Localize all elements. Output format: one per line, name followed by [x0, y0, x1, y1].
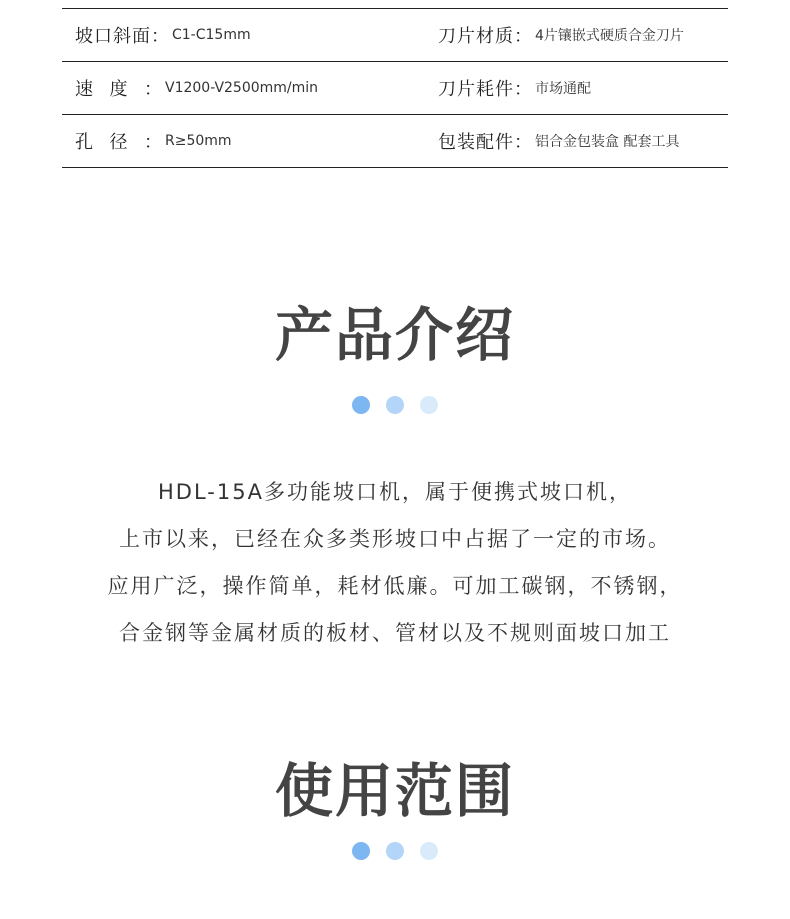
spec-value: C1-C15mm [172, 27, 251, 43]
spec-label: 包装配件： [438, 132, 533, 153]
spec-cell-bevel [75, 9, 251, 61]
dot-1 [352, 842, 370, 860]
spec-row [62, 9, 728, 62]
spec-label: 坡口斜面： [75, 26, 170, 47]
spec-table [62, 8, 728, 168]
spec-label: 孔径： [75, 132, 163, 153]
spec-value: 4片镶嵌式硬质合金刀片 [535, 28, 684, 44]
section-title-scope: 使用范围 [274, 757, 515, 825]
dot-indicator [0, 842, 790, 860]
dot-3 [420, 842, 438, 860]
spec-cell-speed [75, 62, 318, 114]
spec-label: 刀片耗件： [438, 79, 533, 100]
spec-value: 铝合金包装盒 配套工具 [535, 134, 680, 150]
spec-row [62, 115, 728, 168]
dot-1 [352, 396, 370, 414]
spec-value: 市场通配 [535, 81, 591, 97]
spec-cell-blade-consumable [438, 62, 591, 114]
intro-line: 应用广泛，操作简单，耗材低廉。可加工碳钢，不锈钢， [107, 574, 683, 598]
intro-text [0, 472, 790, 660]
spec-cell-blade-material [438, 9, 684, 61]
dot-2 [386, 396, 404, 414]
spec-label: 刀片材质： [438, 26, 533, 47]
dot-indicator [0, 396, 790, 414]
dot-2 [386, 842, 404, 860]
intro-line: 上市以来，已经在众多类形坡口中占据了一定的市场。 [119, 527, 671, 551]
spec-value: R≥50mm [165, 133, 232, 149]
spec-value: V1200-V2500mm/min [165, 80, 319, 96]
spec-row [62, 62, 728, 115]
dot-3 [420, 396, 438, 414]
intro-line: 合金钢等金属材质的板材、管材以及不规则面坡口加工 [119, 621, 671, 645]
spec-cell-bore [75, 115, 232, 167]
spec-label: 速度： [75, 79, 163, 100]
intro-line: HDL-15A多功能坡口机，属于便携式坡口机， [158, 480, 632, 504]
section-title-intro: 产品介绍 [274, 301, 515, 369]
spec-cell-package [438, 115, 679, 167]
